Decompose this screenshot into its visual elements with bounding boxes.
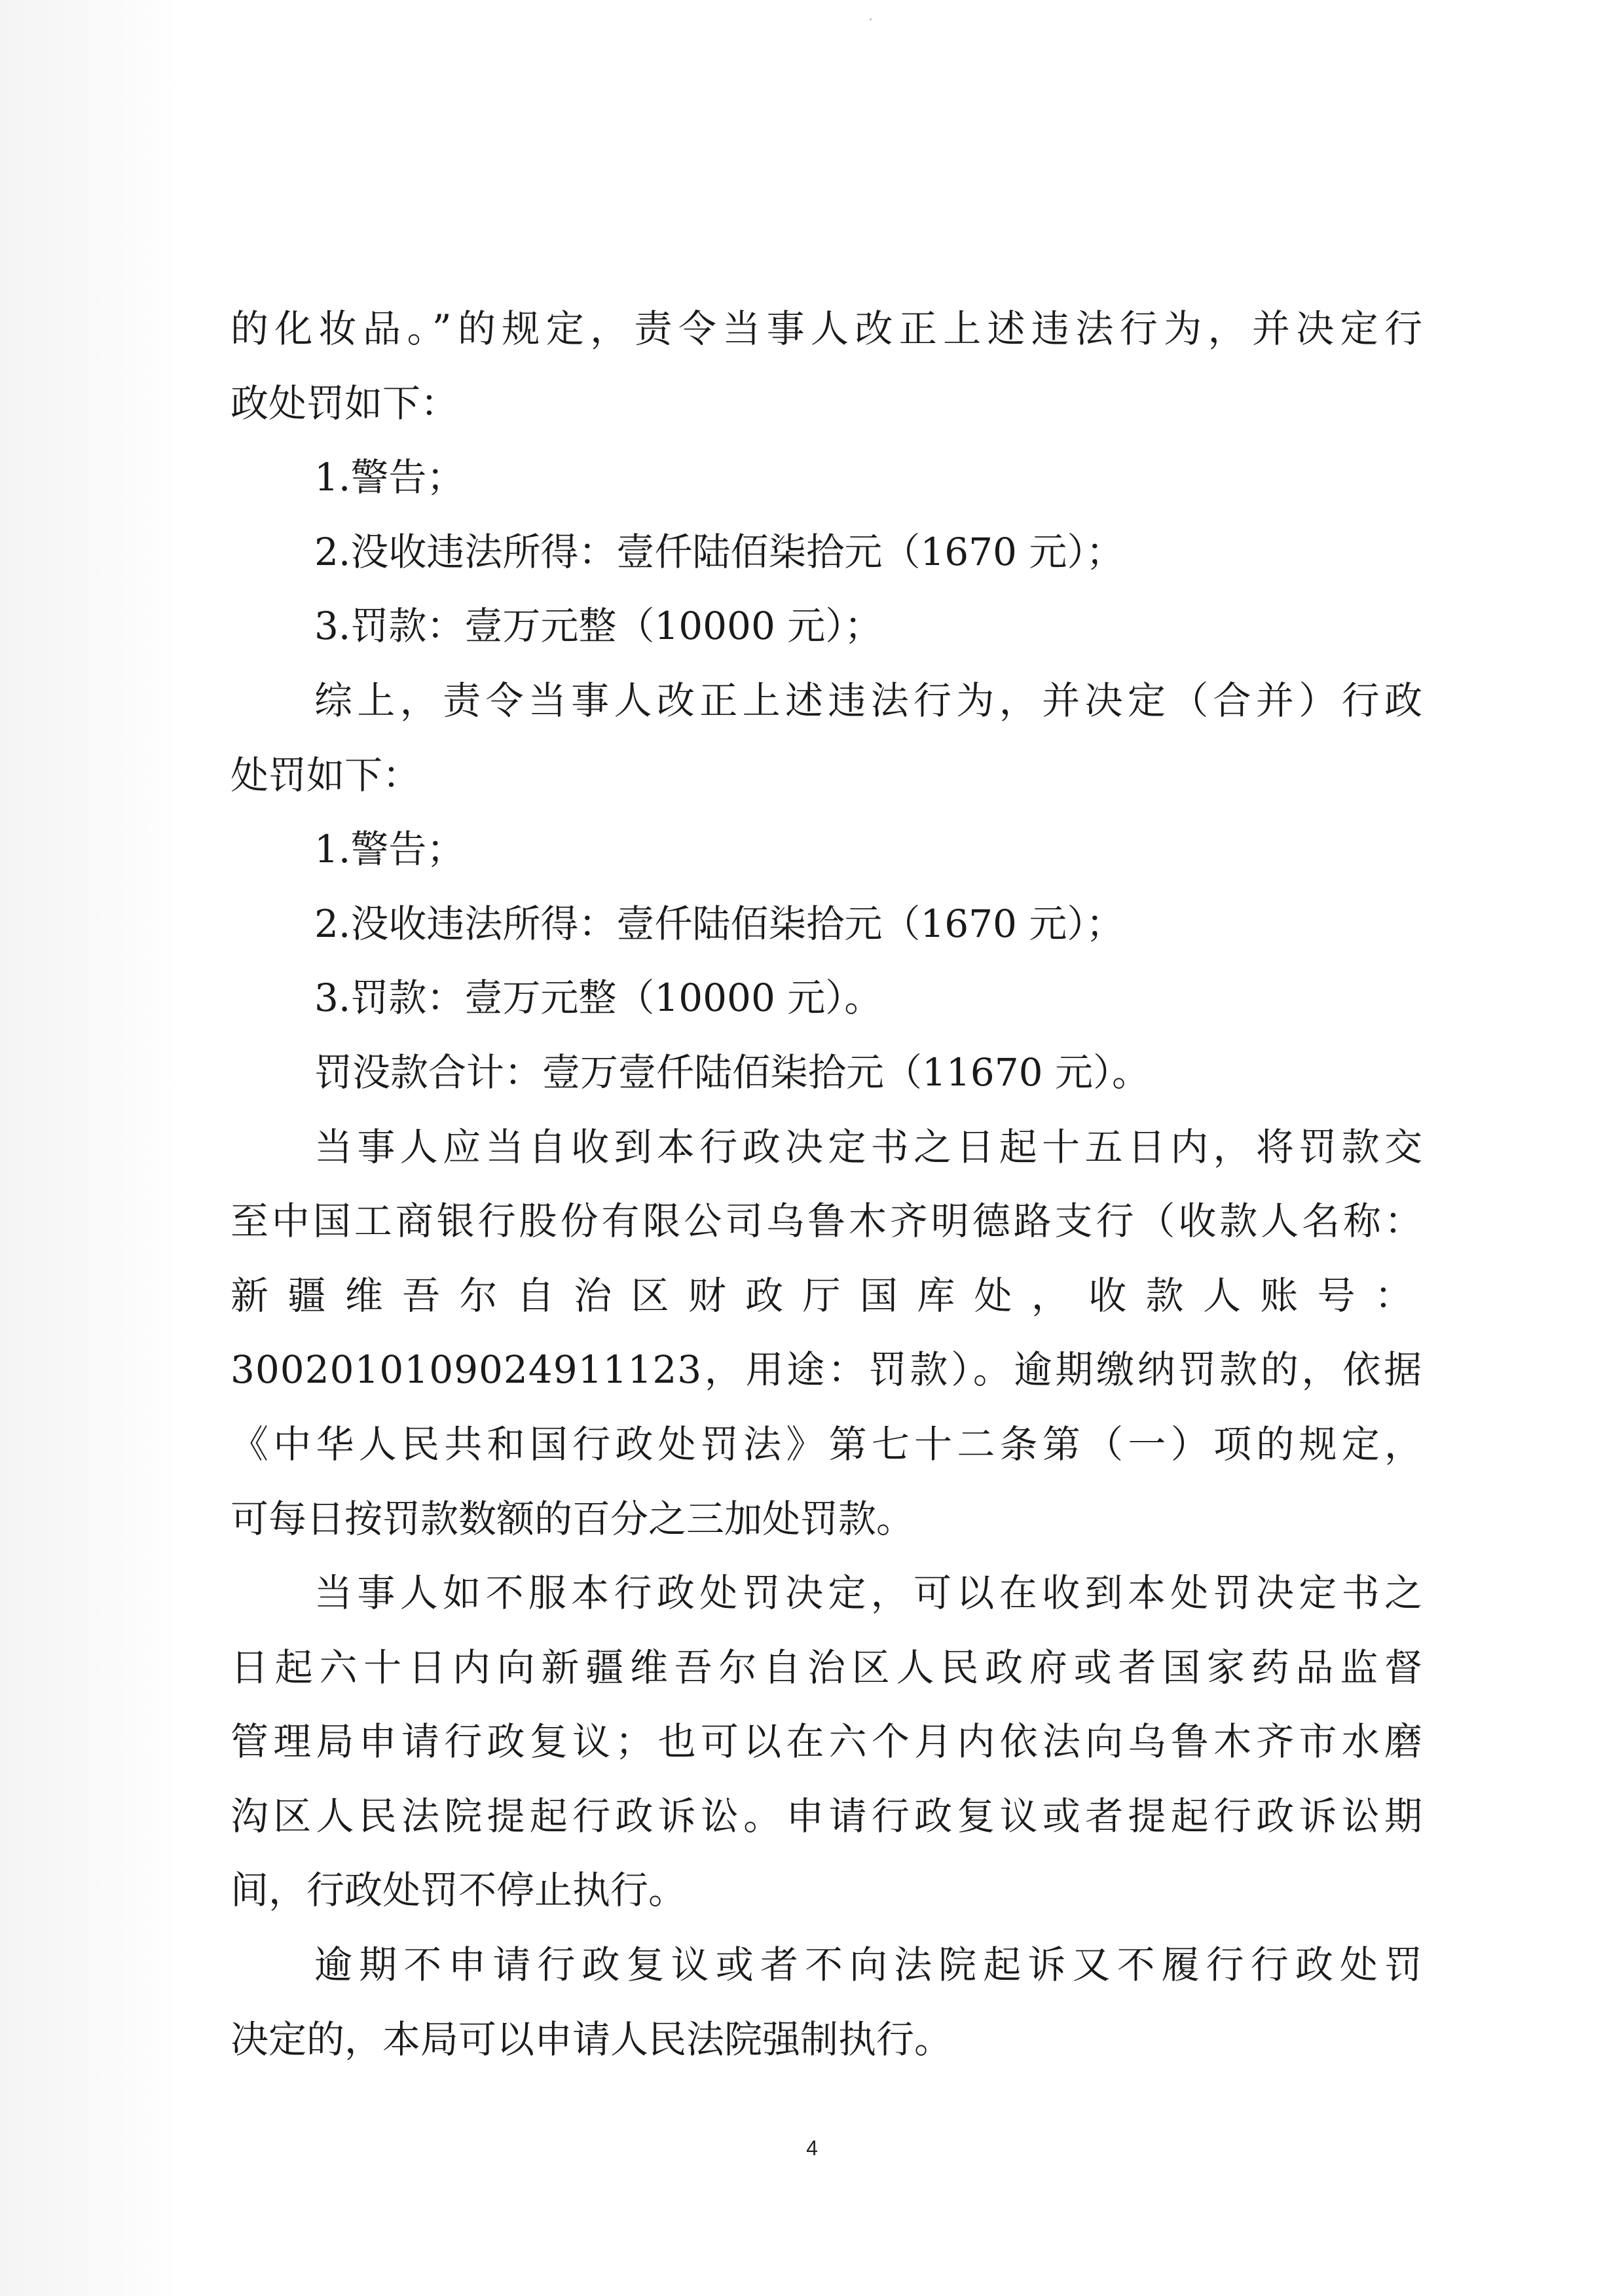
payment-paragraph-line-5: 《中华人民共和国行政处罚法》第七十二条第（一）项的规定， — [231, 1421, 1422, 1467]
appeal-paragraph-line-3: 管理局申请行政复议；也可以在六个月内依法向乌鲁木齐市水磨 — [231, 1719, 1422, 1764]
text-line-7: 处罚如下： — [231, 752, 421, 797]
payment-paragraph-line-4: 3002010109024911123，用途：罚款）。逾期缴纳罚款的，依据 — [231, 1347, 1422, 1393]
scan-shadow — [0, 0, 177, 2296]
text-line-2: 政处罚如下： — [231, 380, 459, 426]
enforcement-paragraph-line-2: 决定的，本局可以申请人民法院强制执行。 — [231, 2016, 953, 2062]
list-item-fine-merged: 3.罚款：壹万元整（10000 元）。 — [314, 975, 883, 1021]
list-item-fine: 3.罚款：壹万元整（10000 元）； — [314, 604, 883, 649]
list-item-confiscation-merged: 2.没收违法所得：壹仟陆佰柒拾元（1670 元）； — [314, 901, 1124, 946]
appeal-paragraph-line-2: 日起六十日内向新疆维吾尔自治区人民政府或者国家药品监督 — [231, 1645, 1422, 1690]
payment-paragraph-line-1: 当事人应当自收到本行政决定书之日起十五日内，将罚款交 — [314, 1124, 1422, 1169]
text-line-1: 的化妆品。”的规定，责令当事人改正上述违法行为，并决定行 — [231, 306, 1422, 351]
text-line-summary: 综上，责令当事人改正上述违法行为，并决定（合并）行政 — [314, 678, 1422, 723]
list-item-confiscation: 2.没收违法所得：壹仟陆佰柒拾元（1670 元）； — [314, 529, 1124, 574]
scan-speck — [870, 18, 872, 20]
payment-paragraph-line-2: 至中国工商银行股份有限公司乌鲁木齐明德路支行（收款人名称： — [231, 1199, 1422, 1244]
total-amount-line: 罚没款合计：壹万壹仟陆佰柒拾元（11670 元）。 — [314, 1049, 1150, 1095]
page-number: 4 — [806, 2136, 818, 2160]
list-item-warning-merged: 1.警告； — [314, 827, 465, 872]
appeal-paragraph-line-5: 间，行政处罚不停止执行。 — [231, 1868, 687, 1913]
appeal-paragraph-line-4: 沟区人民法院提起行政诉讼。申请行政复议或者提起行政诉讼期 — [231, 1793, 1422, 1838]
payment-paragraph-line-6: 可每日按罚款数额的百分之三加处罚款。 — [231, 1496, 915, 1541]
enforcement-paragraph-line-1: 逾期不申请行政复议或者不向法院起诉又不履行行政处罚 — [314, 1942, 1422, 1988]
payment-paragraph-line-3: 新疆维吾尔自治区财政厅国库处，收款人账号： — [231, 1273, 1422, 1318]
document-body — [231, 292, 1422, 2077]
appeal-paragraph-line-1: 当事人如不服本行政处罚决定，可以在收到本处罚决定书之 — [314, 1571, 1422, 1616]
list-item-warning: 1.警告； — [314, 455, 465, 500]
